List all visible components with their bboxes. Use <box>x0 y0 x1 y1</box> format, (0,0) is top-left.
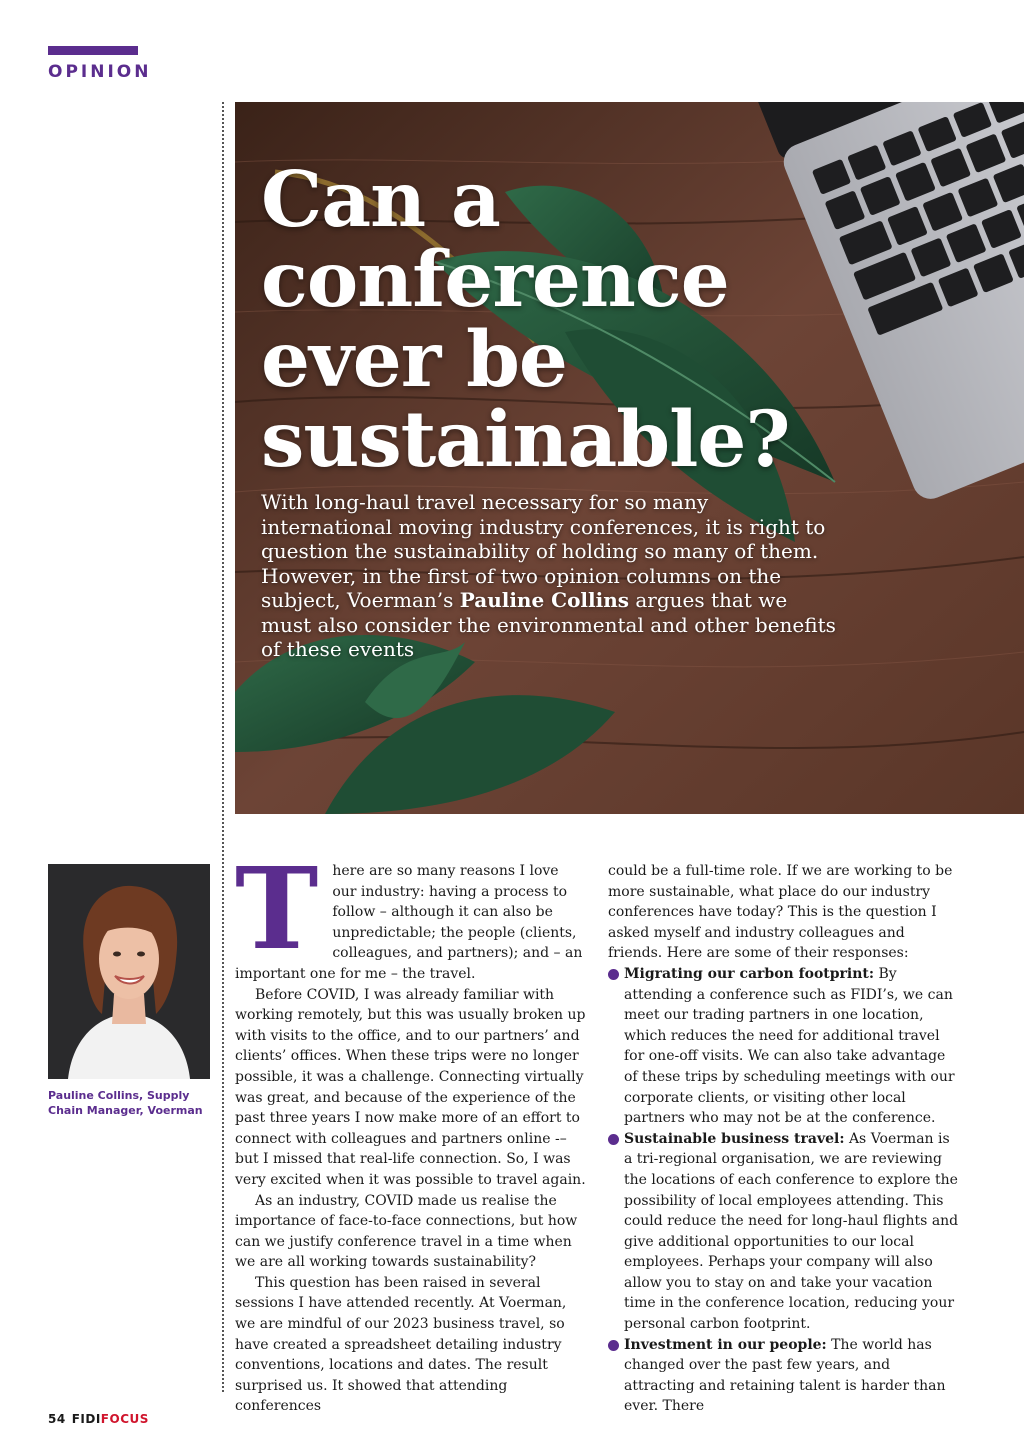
magazine-brand: FIDI <box>71 1412 101 1426</box>
bullet-title: Investment in our people: <box>624 1336 827 1353</box>
body-column-1 <box>235 844 587 1417</box>
bullet-dot-icon <box>608 1134 619 1145</box>
author-portrait <box>48 864 210 1079</box>
dotted-column-rule <box>222 102 224 1392</box>
drop-cap: T <box>235 844 319 975</box>
body-paragraph: This question has been raised in several sessions I have attended recently. At Voerman, we are mindful of our 2023 business travel, so have created a spreadsheet detailing industry conventions, locations and dates. The result surprised us. It showed that attending conferences <box>235 1274 567 1415</box>
bullet-text: As Voerman is a tri-regional organisation, we are reviewing the locations of each conference to explore the possibility of local employees attending. This could reduce the need for long-haul flights and give additional opportunities to our local employees. Perhaps your company will also allow you to stay on and take your vacation time in the conference location, reducing your personal carbon footprint. <box>624 1130 959 1333</box>
body-column-2 <box>608 861 960 1417</box>
section-label: OPINION <box>48 62 152 82</box>
standfirst-text-end: argues that we must also consider the environmental and other benefits of these events <box>261 588 836 661</box>
body-paragraph: Before COVID, I was already familiar with working remotely, but this was usually broken up with visits to the office, and to our partners’ and clients’ offices. When these trips were no longer possible, it was a challenge. Connecting virtually was great, and because of the experience of the past three years I now make more of an effort to connect with colleagues and partners online -– but I missed that real-life connection. So, I was very excited when it was possible to travel again. <box>235 986 586 1188</box>
bullet-item <box>608 1129 960 1335</box>
body-paragraph: here are so many reasons I love our industry: having a process to follow – although it can also be unpredictable; the people (clients, colleagues, and partners); and – an important one for me – the travel. <box>235 863 583 982</box>
section-color-bar <box>48 46 138 55</box>
article-headline: Can a conference ever be sustainable? <box>261 155 790 485</box>
bullet-dot-icon <box>608 1340 619 1351</box>
bullet-item <box>608 964 960 1129</box>
bullet-title: Sustainable business travel: <box>624 1130 845 1147</box>
page-footer <box>48 1412 149 1426</box>
article-standfirst <box>261 490 841 662</box>
hero-image <box>235 102 1024 814</box>
standfirst-text: With long-haul travel necessary for so many international moving industry conferences, it is right to question the sustainability of holding so many of them. However, in the first of two opinion columns on the subject, Voerman’s <box>261 490 826 612</box>
bullet-item <box>608 1335 960 1417</box>
body-paragraph: As an industry, COVID made us realise the importance of face-to-face connections, but how can we justify conference travel in a time when we are all working towards sustainability? <box>235 1192 578 1271</box>
bullet-text: The world has changed over the past few years, and attracting and retaining talent is harder than ever. There <box>624 1336 946 1415</box>
bullet-text: By attending a conference such as FIDI’s, we can meet our trading partners in one location, which reduces the need for additional travel for one-off visits. We can also take advantage of these trips by scheduling meetings with our corporate clients, or visiting other local partners who may not be at the conference. <box>624 965 955 1127</box>
body-paragraph: could be a full-time role. If we are working to be more sustainable, what place do our industry conferences have today? This is the question I asked myself and industry colleagues and friends. Here are some of their responses: <box>608 863 953 962</box>
author-photo <box>48 864 210 1079</box>
photo-caption: Pauline Collins, Supply Chain Manager, Voerman <box>48 1089 203 1117</box>
bullet-title: Migrating our carbon footprint: <box>624 965 875 982</box>
bullet-dot-icon <box>608 969 619 980</box>
page-number: 54 <box>48 1412 66 1426</box>
standfirst-author-name: Pauline Collins <box>459 588 630 612</box>
magazine-brand-accent: FOCUS <box>100 1412 149 1426</box>
